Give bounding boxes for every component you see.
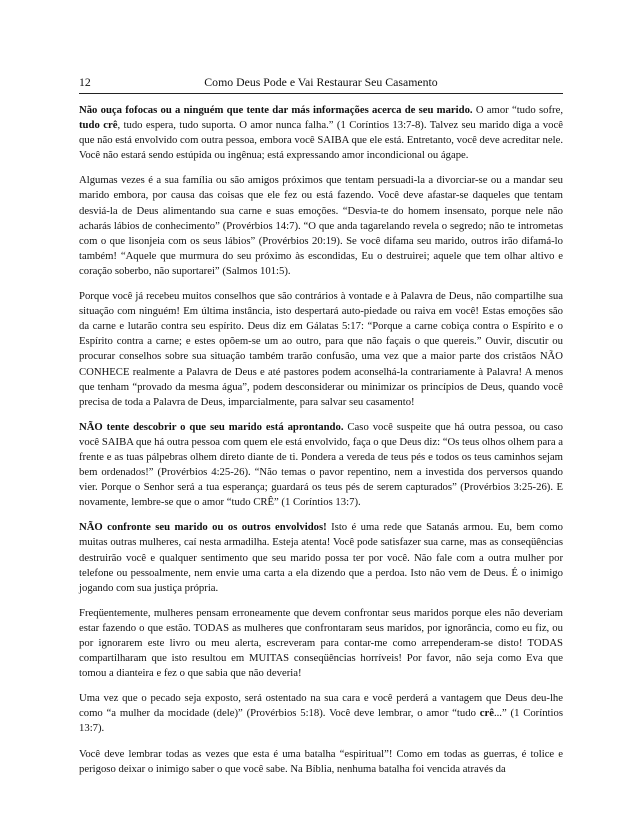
running-title: Como Deus Pode e Vai Restaurar Seu Casamento xyxy=(204,75,438,89)
paragraph-7-bold-emphasis: crê xyxy=(479,707,494,720)
paragraph-1-bold-lead: Não ouça fofocas ou a ninguém que tente dar más informações acerca de seu marido. xyxy=(79,104,473,116)
paragraph-5 xyxy=(79,520,563,595)
paragraph-3: Porque você já recebeu muitos conselhos que são contrários à vontade e à Palavra de Deus, não compartilhe sua situação com ninguém! Em última instância, isto despertará auto-piedade ou raiva em você! Estas emoções são da carne e lutarão contra seu espírito. Deus diz em Gálatas 5:17: “Porque a carne cobiça contra o Espírito e o Espírito contra a carne; e estes opõem-se um ao outro, para que não façais o que quereis.” Ouvir, discutir ou procurar conselhos sobre sua situação também trarão confusão, uma vez que a maior parte dos cristãos NÃO CONHECE realmente a Palavra de Deus e até pastores podem aconselhá-la contrariamente à Palavra! A menos que tenham “provado da mesma água”, podem desconsiderar ou minimizar os princípios de Deus, quando você precisa de toda a Palavra de Deus, imparcialmente, para salvar seu casamento! xyxy=(79,290,563,408)
paragraph-4-text: Caso você suspeite que há outra pessoa, ou caso você SAIBA que há outra pessoa com quem ele está envolvido, faça o que Deus diz: “Os teus olhos olhem para a frente e as tuas pálpebras olhem direto diante de ti. Pondera a vereda de teus pés e todos os teus caminhos sejam bem ordenados!” (Provérbios 4:25-26). “Não temas o pavor repentino, nem a investida dos perversos quando vier. Porque o Senhor será a tua esperança; guardará os teus pés de serem capturados” (Provérbios 3:25-26). E novamente, lembre-se que o amor “tudo CRÊ” (1 Coríntios 13:7). xyxy=(79,420,563,509)
paragraph-7 xyxy=(79,691,563,736)
paragraph-8: Você deve lembrar todas as vezes que esta é uma batalha “espiritual”! Como em todas as guerras, é tolice e perigoso deixar o inimigo saber o que você sabe. Na Bíblia, nenhuma batalha foi vencida através da xyxy=(79,747,563,775)
paragraph-1-text-a: O amor “tudo sofre, xyxy=(472,104,563,116)
paragraph-1-bold-emphasis: tudo crê xyxy=(79,119,118,132)
page-number: 12 xyxy=(79,75,91,89)
paragraph-7-text-a: Uma vez que o pecado seja exposto, será ostentado na sua cara e você perderá a vantagem que Deus deu-lhe como “a mulher da mocidade (dele)” (Provérbios 5:18). Você deve lembrar, o amor “tudo xyxy=(79,692,563,720)
body-text xyxy=(79,103,563,777)
paragraph-1-text-b: , tudo espera, tudo suporta. O amor nunca falha.” (1 Coríntios 13:7-8). Talvez seu marido diga a você que não está envolvido com outra pessoa, embora você SAIBA que ele está. Entretanto, você deve acreditar nele. Você não estará sendo estúpida ou ingênua; está expressando amor incondicional ou ágape. xyxy=(79,119,563,162)
paragraph-4-bold-lead: NÃO tente descobrir o que seu marido está aprontando. xyxy=(79,420,344,433)
paragraph-2: Algumas vezes é a sua família ou são amigos próximos que tentam persuadi-la a divorciar-se ou a mandar seu marido embora, por causa das coisas que ele fez ou está fazendo. Você deve afastar-se daqueles que tentam desviá-la de Deus alimentando sua carne e suas emoções. “Desvia-te do homem insensato, porque nele não acharás lábios de conhecimento” (Provérbios 14:7). “O que anda tagarelando revela o segredo; não te intrometas com o que lisonjeia com os seus lábios” (Provérbios 20:19). Se você difama seu marido, outros irão difamá-lo também! “Aquele que murmura do seu próximo às escondidas, Eu o destruirei; aquele que tem olhar altivo e coração soberbo, não suportarei” (Salmos 101:5). xyxy=(79,174,563,277)
page-header xyxy=(79,75,563,94)
paragraph-5-text: Isto é uma rede que Satanás armou. Eu, bem como muitas outras mulheres, caí nesta armadilha. Esteja atenta! Você pode satisfazer sua carne, mas as conseqüências destruirão você e qualquer sentimento que seu marido possa ter por você. Não fale com a outra mulher por telefone ou pessoalmente, nem envie uma carta a ela dizendo que a perdoa. Isto não vem de Deus. É o inimigo jogando com sua justiça própria. xyxy=(79,521,563,594)
paragraph-5-bold-lead: NÃO confronte seu marido ou os outros envolvidos! xyxy=(79,521,327,534)
paragraph-1 xyxy=(79,103,563,163)
paragraph-6: Freqüentemente, mulheres pensam erroneamente que devem confrontar seus maridos porque eles não deveriam estar fazendo o que estão. TODAS as mulheres que confrontaram seus maridos, por ignorância, como eu fiz, ou por ignorarem este livro ou meu alerta, escreveram para contar-me como arrependeram-se disto! TODAS compartilharam que isto resultou em MUITAS conseqüências horríveis! Por favor, não seja como Eva que tomou a dianteira e fez o que sabia que não deveria! xyxy=(79,606,563,680)
paragraph-7-text-b: ...” (1 Coríntios 13:7). xyxy=(79,707,563,735)
paragraph-4 xyxy=(79,420,563,511)
